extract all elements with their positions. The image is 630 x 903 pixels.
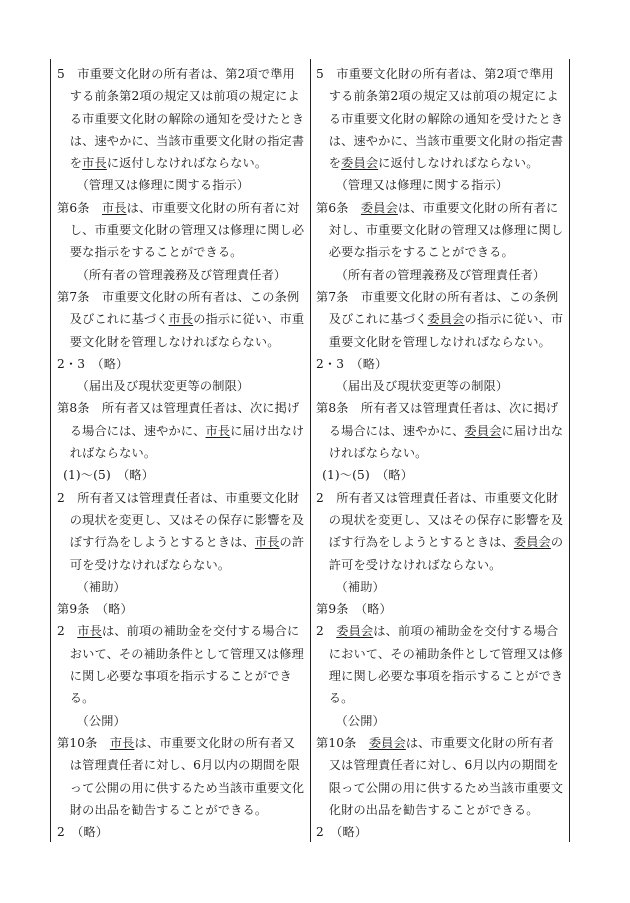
article-text: に届け出なければならない。 (328, 423, 564, 461)
comparison-table (50, 59, 570, 842)
caption-article-10: （公開） (76, 713, 126, 728)
underlined-term: 委員会 (336, 624, 374, 639)
article-text: の指示に従い、市重要文化財を管理しなければならない。 (328, 312, 564, 349)
article-text: に届け出なければならない。 (69, 423, 305, 461)
article-text: は、市重要文化財の所有者に対し、市重要文化財の管理又は修理に関し必要な指示をすることができる。 (328, 200, 564, 260)
article-9: 第9条 （略） (316, 602, 392, 617)
article-text: 第8条 所有者又は管理責任者は、次に掲げる場合には、速やかに、 (316, 401, 559, 438)
article-8-items: (1)～(5) （略） (322, 468, 414, 483)
article-6 (57, 197, 305, 264)
column-left (57, 63, 305, 843)
article-10 (57, 732, 305, 821)
article-text: は、市重要文化財の所有者又は管理責任者に対し、6月以内の期間を限って公開の用に供するため当該市重要文化財の出品を勧告することができる。 (69, 735, 305, 817)
article-10-paragraph-2: 2 （略） (57, 825, 109, 840)
underlined-term: 市長 (168, 312, 194, 327)
underlined-term: 委員会 (513, 535, 551, 550)
article-7 (57, 286, 305, 353)
omitted-paragraphs: 2・3 （略） (316, 356, 388, 371)
article-text: 第10条 (316, 735, 369, 750)
paragraph-text: は、前項の補助金を交付する場合において、その補助条件として管理又は修理に関し必要な事項を指示することができる。 (328, 624, 564, 706)
article-6 (316, 197, 565, 264)
column-divider (310, 59, 311, 842)
column-right (316, 63, 565, 843)
caption-article-9: （補助） (76, 579, 126, 594)
article-text: 第7条 市重要文化財の所有者は、この条例及びこれに基づく (57, 289, 300, 327)
article-text: 第6条 (57, 200, 102, 215)
caption-article-7: （所有者の管理義務及び管理責任者） (335, 267, 546, 282)
caption-article-9: （補助） (335, 579, 385, 594)
underlined-term: 市長 (82, 156, 107, 171)
underlined-term: 市長 (109, 735, 135, 750)
paragraph-text: に返付しなければならない。 (106, 156, 268, 171)
underlined-term: 委員会 (464, 423, 502, 438)
paragraph-5 (316, 63, 565, 174)
article-8-items: (1)～(5) （略） (63, 468, 155, 483)
underlined-term: 市長 (101, 200, 127, 215)
omitted-paragraphs: 2・3 （略） (57, 356, 129, 371)
underlined-term: 市長 (205, 423, 231, 438)
article-text: 第8条 所有者又は管理責任者は、次に掲げる場合には、速やかに、 (57, 401, 300, 438)
caption-article-6: （管理又は修理に関する指示） (76, 178, 250, 193)
underlined-term: 委員会 (341, 156, 379, 171)
article-text: の指示に従い、市重要文化財を管理しなければならない。 (69, 312, 305, 349)
paragraph-text: 5 市重要文化財の所有者は、第2項で準用する前条第2項の規定又は前項の規定による市重要文化財の解除の通知を受けたときは、速やかに、当該市重要文化財の指定書を (57, 67, 305, 171)
underlined-term: 市長 (254, 535, 280, 550)
article-9-paragraph-2 (316, 620, 565, 709)
article-10 (316, 732, 565, 821)
paragraph-text: 2 所有者又は管理責任者は、市重要文化財の現状を変更し、又はその保存に影響を及ぼす行為をしようとするときは、 (57, 490, 305, 550)
article-text: 第6条 (316, 200, 361, 215)
paragraph-text: 2 (57, 624, 78, 639)
article-text: は、市重要文化財の所有者又は管理責任者に対し、6月以内の期間を限って公開の用に供するため当該市重要文化財の出品を勧告することができる。 (328, 735, 564, 817)
paragraph-text: は、前項の補助金を交付する場合において、その補助条件として管理又は修理に関し必要な事項を指示することができる。 (69, 624, 304, 706)
underlined-term: 委員会 (427, 312, 465, 327)
caption-article-10: （公開） (335, 713, 385, 728)
article-8-paragraph-2 (316, 487, 565, 576)
caption-article-8: （届出及び現状変更等の制限） (335, 379, 509, 394)
paragraph-text: の許可を受けなければならない。 (69, 535, 305, 572)
article-text: 第10条 (57, 735, 110, 750)
article-9: 第9条 （略） (57, 602, 133, 617)
article-text: は、市重要文化財の所有者に対し、市重要文化財の管理又は修理に関し必要な指示をすることができる。 (69, 200, 305, 260)
article-7 (316, 286, 565, 353)
caption-article-7: （所有者の管理義務及び管理責任者） (76, 267, 287, 282)
paragraph-text: 2 (316, 624, 337, 639)
underlined-term: 委員会 (368, 735, 406, 750)
article-8-paragraph-2 (57, 487, 305, 576)
paragraph-text: 5 市重要文化財の所有者は、第2項で準用する前条第2項の規定又は前項の規定による市重要文化財の解除の通知を受けたときは、速やかに、当該市重要文化財の指定書を (316, 67, 564, 171)
caption-article-6: （管理又は修理に関する指示） (335, 178, 509, 193)
article-9-paragraph-2 (57, 620, 305, 709)
article-text: 第7条 市重要文化財の所有者は、この条例及びこれに基づく (316, 289, 559, 327)
paragraph-5 (57, 63, 305, 174)
underlined-term: 委員会 (360, 200, 398, 215)
article-10-paragraph-2: 2 （略） (316, 825, 368, 840)
article-8 (316, 397, 565, 464)
underlined-term: 市長 (77, 624, 102, 639)
paragraph-text: に返付しなければならない。 (378, 156, 539, 171)
article-8 (57, 397, 305, 464)
caption-article-8: （届出及び現状変更等の制限） (76, 379, 250, 394)
paragraph-text: 2 所有者又は管理責任者は、市重要文化財の現状を変更し、又はその保存に影響を及ぼす行為をしようとするときは、 (316, 490, 564, 550)
paragraph-text: の許可を受けなければならない。 (328, 535, 564, 572)
